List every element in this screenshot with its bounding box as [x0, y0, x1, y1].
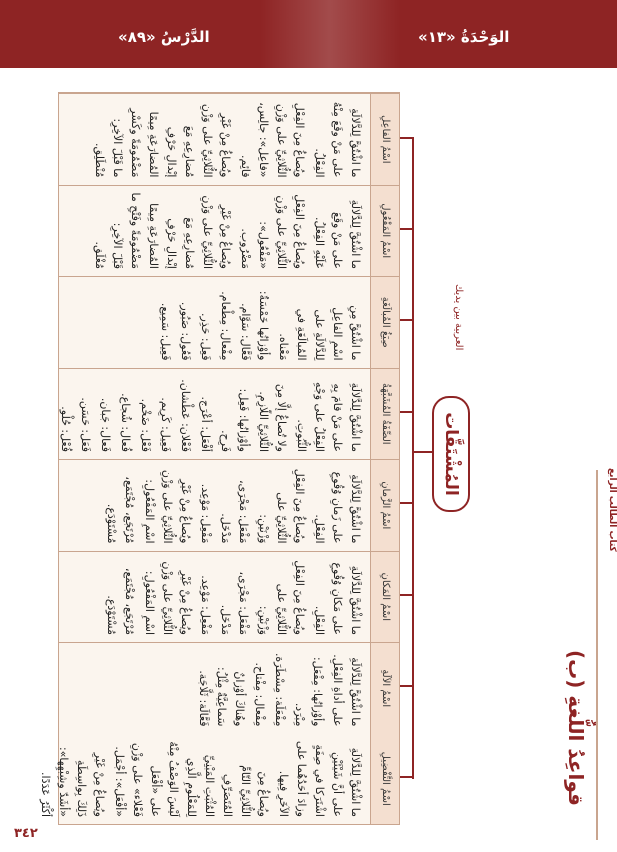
rule-line: فَعِيل: سَمِيع. [159, 302, 172, 361]
unit-number: الوَحْدَةُ «١٣» [418, 28, 510, 46]
rule-line: ما اشْتُقَّ لِلدَّلالَةِ على مَنْ وقَعَ مِنْهُ الفِعْلُ. [313, 101, 362, 178]
derivatives-table [39, 92, 400, 825]
rule-line: فَعِيل: كَرِيم. [159, 397, 172, 452]
rule-line: ما اشْتُقَّ لِلدَّلالَةِ على مَكانِ وُقُوعِ الفِعْلِ. [313, 562, 362, 635]
rule-line: مَفْعِل: مَوْعِد. [199, 483, 212, 544]
column-title: اسْمُ التَّفْضِيلِ [370, 734, 399, 825]
column-title: الصِّفَةُ المُشَبَّهَةُ [370, 369, 399, 460]
column-title: اسْمُ الفاعِلِ [370, 94, 399, 185]
column-body [59, 552, 370, 643]
column-body [59, 277, 370, 368]
lesson-number: الدَّرْسُ «٨٩» [118, 28, 210, 46]
header-decoration [260, 0, 400, 68]
column-body [48, 369, 370, 460]
tree-branch-drop [400, 594, 414, 596]
derivative-column [59, 276, 399, 368]
rule-line: مِفْعال: مِفْتاح. [253, 662, 266, 727]
page-number: ٣٤٢ [14, 826, 38, 841]
column-title: اسْمُ المَكانِ [370, 552, 399, 643]
rule-line: مِفْعَلَة: مِسْطَرَة. [273, 652, 286, 727]
rule-line: ويُصاغُ مِنْ غَيْرِ الثُّلاثِيِّ على وَزْنِ اسْمِ المَفْعُولِ: [143, 469, 192, 544]
rule-line: مَفْعَل: مَجْرَى، مَدْخَل. [219, 479, 250, 544]
tree-branch-line [412, 139, 414, 779]
rule-line: وأوْزانُها: فَعِل: فَرِح. [219, 388, 250, 452]
rule-line: ما اشْتُقَّ لِلدَّلالَةِ على أداةِ الفِعْلِ. [331, 654, 362, 727]
rule-line: ما اشْتُقَّ لِلدَّلالَةِ على أنَّ شَيْئَيْنِ اشْتَرَكا في صِفَةٍ وزادَ أحَدُهُما على الآخَرِ فِيها. [277, 740, 362, 817]
rule-line: ما اشْتُقَّ مِنِ اسْمِ الفاعِلِ لِلدَّلالَةِ على المُبالَغَةِ في مَعْناه. [277, 305, 362, 361]
rule-line: مُرْتَجَع، مُجْتَمَع، مُسْتَوْدَع. [105, 476, 136, 544]
rule-line: فَعال: جَبان. [99, 397, 112, 452]
rule-line: مِفْعال: مِطْعام. [219, 291, 232, 361]
column-body [59, 94, 370, 185]
derivative-column [59, 185, 399, 277]
derivative-column [39, 734, 399, 825]
rule-line: ويُصاغُ مِنَ الفِعْلِ الثُّلاثِيِّ على وَزْنِ «فاعِل»: جالِس، قائِم. [239, 102, 306, 178]
column-title: صِيَغُ المُبالَغَةِ [370, 277, 399, 368]
derivative-column [59, 459, 399, 551]
tree-branch-drop [400, 228, 414, 230]
rule-line: ما اشْتُقَّ لِلدَّلالَةِ على زَمانِ وُقُوعِ الفِعْلِ. [313, 471, 362, 544]
rule-line: ويُصاغُ مِنَ الثُّلاثِيِّ التّامِّ المُتَصَرِّفِ المُثْبَتِ المَبْنِيِّ لِلمَعْلُومِ الَّذِي لَيْسَ الوَصْفُ مِنْهُ على «أفْعَل فَعْلاء» على وَزْنِ «أفْعَل»: أجْمَل. [113, 741, 270, 817]
rule-line: ويُصاغُ مِنَ الفِعْلِ الثُّلاثِيِّ على وَزْنِ «مَفْعُول»: مَضْرُوب. [239, 194, 306, 269]
column-title: اسْمُ الآلَةِ [370, 643, 399, 734]
derivatives-root-node: المُشْتَقَّات [432, 396, 470, 512]
footer-book-title: كتاب الطالب الرابع [607, 468, 617, 552]
rule-line: ويُصاغُ مِنْ غَيْرِ الثُّلاثِيِّ على وَزْنِ اسْمِ المَفْعُولِ: [143, 561, 192, 635]
tree-branch-drop [400, 411, 414, 413]
column-body [59, 460, 370, 551]
tree-branch-drop [400, 685, 414, 687]
tree-branch-drop [400, 319, 414, 321]
rule-line: فَعْل: ضَخْم. [139, 398, 152, 452]
rule-line: ويُصاغُ مِنَ الفِعْلِ الثُّلاثِيِّ على وَزْنَيْنِ: [257, 560, 306, 635]
tree-branch-drop [400, 502, 414, 504]
rule-line: وأوْزانُها: مِفْعَل: مِبْرَد. [293, 656, 324, 727]
rule-line: مَفْعَل: مَجْرَى، مَدْخَل. [219, 571, 250, 635]
tree-trunk-line [414, 451, 434, 453]
rule-line: فُعْل: حُلْو. [59, 406, 72, 452]
rule-line: فَعْلان: عَطْشان. [179, 379, 192, 452]
rule-line: ما اشْتُقَّ لِلدَّلالَةِ على مَنْ وقَعَ عَلَيْهِ الفِعْلُ. [313, 199, 362, 269]
rule-line: أفْعَل: أعْرَج. [199, 396, 212, 452]
rule-line: فُعال: شُجاع. [119, 393, 132, 452]
rule-line: وأوْزانُها خَمْسَةٌ: فَعَّال: سَوَّام. [239, 290, 270, 361]
rule-line: فَعُول: صَبُور. [179, 301, 192, 361]
rule-line: ولا تُصاغُ إلَّا مِنَ الثُّلاثِيِّ اللّازِمِ. [257, 383, 288, 452]
derivative-column [59, 93, 399, 185]
tree-branch-drop [400, 137, 414, 139]
derivative-column [59, 642, 399, 734]
rule-line: فَعِل: حَذِر. [199, 313, 212, 361]
rule-line: ويُصاغُ مِنْ غَيْرِ الثُّلاثِيِّ على وَزْنِ مُضارِعِهِ مَعَ إبْدالِ حَرْفِ المُضارَعَةِ مِيمًا مَضْمُومَةً وفَتْحِ ما قَبْلَ الآخِرِ: مُغْلَق. [93, 192, 232, 269]
section-title: قواعِدُ اللُّغةِ (ب) [564, 650, 588, 806]
column-title: اسْمُ الزَّمانِ [370, 460, 399, 551]
column-body [59, 186, 370, 277]
column-body [28, 734, 370, 825]
column-title: اسْمُ المَفْعُولِ [370, 186, 399, 277]
derivative-column [59, 551, 399, 643]
column-body [59, 643, 370, 734]
rule-line: ويُصاغُ مِنْ غَيْرِ ذَلِكَ بِواسِطَةِ «أشَدّ وشِبْهِها»: أكْثَرُ عَدَدًا. [39, 746, 106, 817]
rule-line: مَفْعِل: مَوْعِد. [199, 575, 212, 635]
rule-line: مُرْتَجَع، مُجْتَمَع، مُسْتَوْدَع. [105, 567, 136, 635]
rule-line: فَعَل: حَسَن. [79, 397, 92, 452]
page-header [0, 0, 617, 68]
tree-branch-drop [400, 776, 414, 778]
rotated-content [39, 84, 592, 824]
rule-line: ما اشْتُقَّ لِلدَّلالَةِ على مَنْ قامَ بِهِ الفِعْلُ على وَجْهِ الثُّبُوتِ. [295, 382, 362, 452]
derivative-column [59, 368, 399, 460]
rule-line: ويُصاغُ مِنَ الفِعْلِ الثُّلاثِيِّ على وَزْنَيْنِ: [257, 468, 306, 544]
side-brand-text: العربية بين يديك [453, 283, 464, 350]
rule-line: وهُناكَ أوْزانٌ سَماعِيَّةٌ مِثْلُ: فَعَّالَة: ثَلَّاجَة. [197, 667, 246, 727]
rule-line: ويُصاغُ مِنْ غَيْرِ الثُّلاثِيِّ على وَزْنِ مُضارِعِهِ مَعَ إبْدالِ حَرْفِ المُضارَعَةِ مِيمًا مَضْمُومَةً وكَسْرِ ما قَبْلَ الآخِرِ: مُنْطَلِق. [93, 103, 232, 178]
